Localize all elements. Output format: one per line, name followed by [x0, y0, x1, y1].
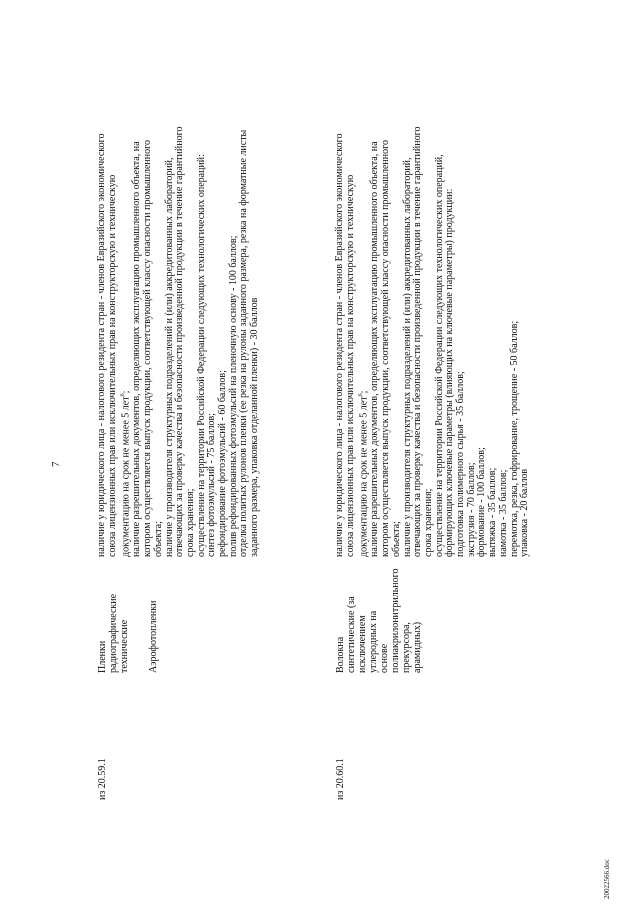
requirement-line: намотка - 35 баллов;: [497, 469, 509, 557]
requirement-line: формирующих ключевые параметры (влияющих на ключевые параметры) продукции:: [444, 188, 456, 557]
requirement-line: срока хранения;: [422, 488, 434, 557]
product-code: из 20.59.1: [97, 758, 108, 800]
requirement-line: отделка политых рулонов пленки (ее резка на рулоны заданного размера, резка на форматные листы: [238, 129, 250, 557]
page-number: 7: [50, 461, 62, 467]
product-code: из 20.60.1: [335, 758, 346, 800]
requirement-line: рефондирование фотоэмульсий - 60 баллов;: [217, 370, 229, 557]
requirement-line: заданного размера, упаковка отделанной пленки) - 30 баллов: [249, 297, 261, 557]
requirement-line: экструзия - 70 баллов;: [465, 462, 477, 557]
footnote-mark: 6: [120, 393, 127, 397]
requirement-line: наличие у юридического лица - налогового резидента стран - членов Евразийского экономического: [96, 133, 107, 557]
requirement-line: подготовка полимерного сырья - 35 баллов;: [455, 371, 467, 557]
requirement-line: объекта;: [152, 521, 164, 557]
requirement-line: осуществление на территории Российской Федерации следующих технологических операций,: [433, 154, 445, 557]
requirement-line: наличие разрешительных документов, определяющих эксплуатацию промышленного объекта, на: [369, 141, 381, 557]
requirement-line: объекта;: [390, 521, 402, 557]
requirement-line: союза лицензионных прав или исключительных прав на конструкторскую и техническую: [344, 174, 356, 557]
requirement-line: перемотка, резка, гофрирование, трощение - 50 баллов;: [508, 320, 520, 557]
requirements-list: [335, 127, 531, 557]
requirement-line: союза лицензионных прав или исключительных прав на конструкторскую и техническую: [106, 174, 118, 557]
product-name: Пленки радиографические технические: [97, 593, 130, 673]
footnote-mark: 6: [358, 393, 365, 397]
product-name: Аэрофотопленки: [148, 600, 159, 673]
requirement-line: полив рефондированных фотоэмульсий на пленочную основу - 100 баллов;: [227, 235, 239, 557]
requirement-line: осуществление на территории Российской Федерации следующих технологических операций:: [195, 154, 207, 557]
requirement-line: формование - 100 баллов;: [476, 447, 488, 557]
requirement-line: котором осуществляется выпуск продукции, соответствующей классу опасности промышленного: [380, 140, 392, 557]
requirement-line: отвечающих за проверку качества и безопасности произведенной продукции в течение гарантийного: [174, 126, 186, 557]
product-name: Волокна синтетические (за исключением углеродных на основе полиакрилонитрильного прекурсора, арамидных): [335, 568, 423, 673]
requirement-line: синтез фотоэмульсий - 75 баллов;: [206, 413, 218, 557]
requirement-line: документацию на срок не менее 5 лет$^6$;: [120, 390, 132, 557]
requirement-line: вытяжка - 35 баллов;: [487, 467, 499, 557]
requirement-line: наличие у производителя структурных подразделений и (или) аккредитованных лабораторий,: [163, 157, 175, 557]
requirement-line: документацию на срок не менее 5 лет$^6$;: [358, 390, 370, 557]
requirement-line: наличие у производителя структурных подразделений и (или) аккредитованных лабораторий,: [401, 157, 413, 557]
requirement-line: упаковка - 20 баллов: [519, 468, 531, 557]
requirement-line: котором осуществляется выпуск продукции, соответствующей классу опасности промышленного: [142, 140, 154, 557]
requirement-line: срока хранения;: [184, 488, 196, 557]
requirements-list: [97, 127, 261, 557]
requirement-line: наличие у юридического лица - налогового резидента стран - членов Евразийского экономического: [334, 133, 345, 557]
requirement-line: наличие разрешительных документов, определяющих эксплуатацию промышленного объекта, на: [131, 141, 143, 557]
footer-file-code: 20022566.doc: [603, 859, 611, 899]
requirement-line: отвечающих за проверку качества и безопасности произведенной продукции в течение гарантийного: [412, 126, 424, 557]
